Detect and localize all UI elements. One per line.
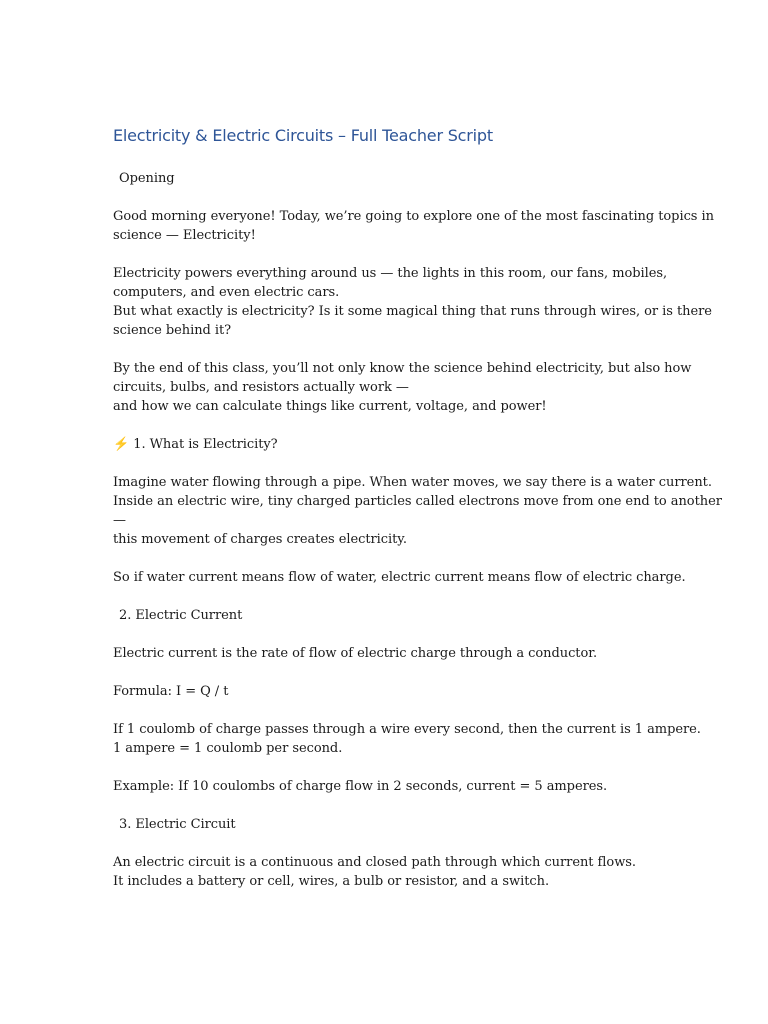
document-content <box>113 124 722 910</box>
text-line: An electric circuit is a continuous and closed path through which current flows. <box>113 855 636 870</box>
paragraph-formula <box>113 682 673 701</box>
paragraph-example <box>113 777 673 796</box>
text-line: Example: If 10 coulombs of charge flow in 2 seconds, current = 5 amperes. <box>113 779 608 794</box>
document-body <box>113 169 722 891</box>
paragraph-objectives <box>113 359 692 416</box>
text-line: computers, and even electric cars. <box>113 285 340 300</box>
text-line: this movement of charges creates electricity. <box>113 532 407 547</box>
paragraph-intro <box>113 264 712 340</box>
paragraph-current-definition <box>113 644 673 663</box>
text-line: Electric current is the rate of flow of electric charge through a conductor. <box>113 646 598 661</box>
text-line: science behind it? <box>113 323 232 338</box>
text-line: 2. Electric Current <box>119 608 243 623</box>
text-line: science — Electricity! <box>113 228 256 243</box>
text-line: and how we can calculate things like current, voltage, and power! <box>113 399 547 414</box>
text-line: So if water current means flow of water, electric current means flow of electric charge. <box>113 570 686 585</box>
text-line: — <box>113 513 126 528</box>
document-title: Electricity & Electric Circuits – Full Teacher Script <box>113 126 493 145</box>
section-heading-electric-current <box>113 606 673 625</box>
text-line: Good morning everyone! Today, we’re going to explore one of the most fascinating topics in <box>113 209 714 224</box>
text-line: By the end of this class, you’ll not only know the science behind electricity, but also how <box>113 361 692 376</box>
text-line: Opening <box>119 171 175 186</box>
paragraph-greeting <box>113 207 714 245</box>
text-line: 1 ampere = 1 coulomb per second. <box>113 741 343 756</box>
text-line: It includes a battery or cell, wires, a bulb or resistor, and a switch. <box>113 874 550 889</box>
text-line: 3. Electric Circuit <box>119 817 236 832</box>
paragraph-water-analogy <box>113 473 722 549</box>
text-line: circuits, bulbs, and resistors actually work — <box>113 380 409 395</box>
text-line: Inside an electric wire, tiny charged particles called electrons move from one end to another <box>113 494 722 509</box>
section-heading-opening <box>113 169 673 188</box>
text-line: But what exactly is electricity? Is it some magical thing that runs through wires, or is there <box>113 304 712 319</box>
text-line: Electricity powers everything around us — the lights in this room, our fans, mobiles, <box>113 266 668 281</box>
text-line: Imagine water flowing through a pipe. When water moves, we say there is a water current. <box>113 475 712 490</box>
text-line: If 1 coulomb of charge passes through a wire every second, then the current is 1 ampere. <box>113 722 701 737</box>
paragraph-circuit-definition <box>113 853 673 891</box>
section-heading-electric-circuit <box>113 815 673 834</box>
paragraph-ampere <box>113 720 701 758</box>
text-line: ⚡ 1. What is Electricity? <box>113 437 278 452</box>
section-heading-what-is-electricity <box>113 435 673 454</box>
paragraph-current-definition-analogy <box>113 568 686 587</box>
text-line: Formula: I = Q / t <box>113 684 229 699</box>
